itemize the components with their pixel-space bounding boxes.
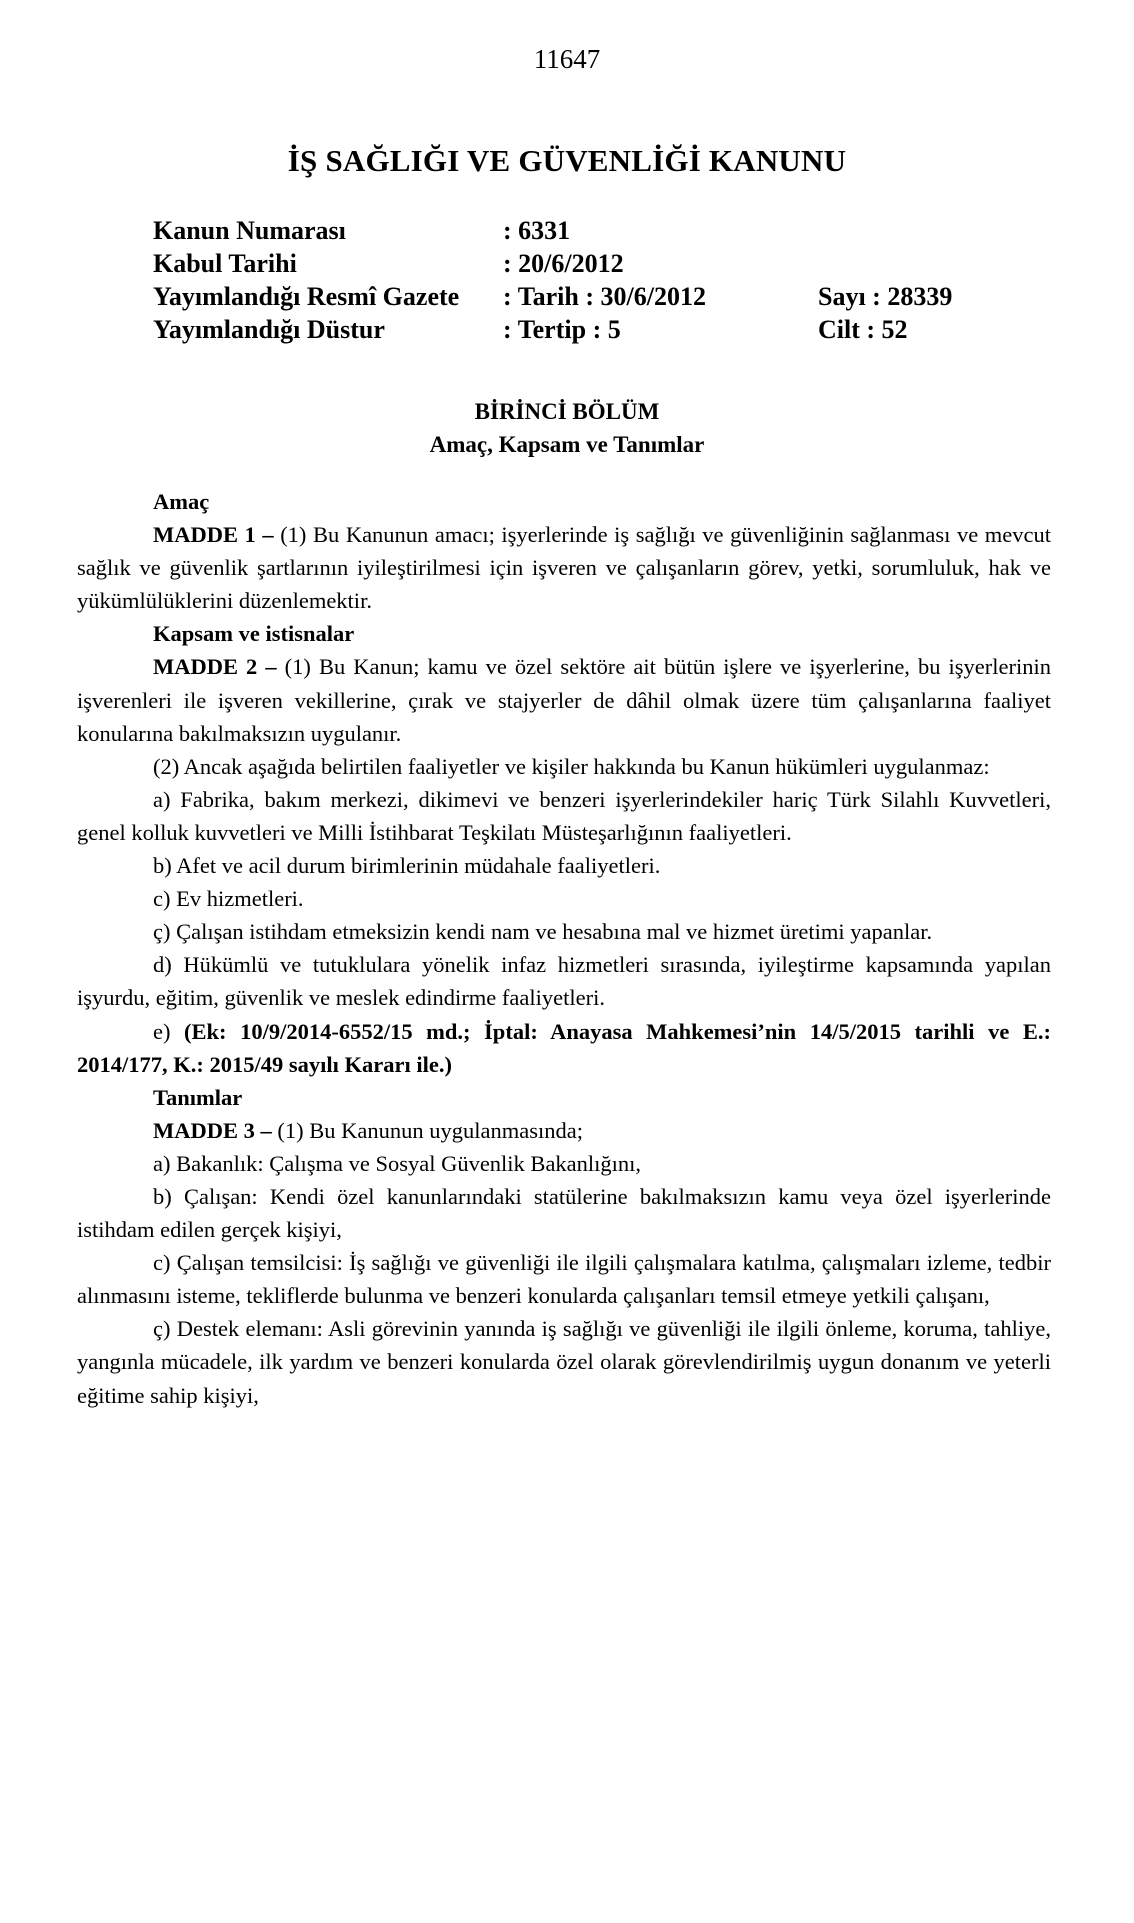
- article-2-paragraph-1: [77, 650, 1051, 749]
- article-text: (1) Bu Kanun; kamu ve özel sektöre ait bütün işlere ve işyerlerine, bu işyerlerinin işverenleri ile işveren vekillerine, çırak ve stajyerler de dâhil olmak üzere tüm çalışanlarına faaliyet konularına bakılmaksızın uygulanır.: [77, 654, 1051, 746]
- article-2-item-b: b) Afet ve acil durum birimlerinin müdahale faaliyetleri.: [153, 853, 661, 879]
- section-subtitle: Amaç, Kapsam ve Tanımlar: [429, 432, 705, 457]
- article-2-item-e: [77, 1015, 1051, 1081]
- meta-extra: Sayı : 28339: [818, 282, 953, 311]
- meta-value: : Tertip : 5: [503, 315, 621, 344]
- article-2-item-cc: ç) Çalışan istihdam etmeksizin kendi nam ve hesabına mal ve hizmet üretimi yapanlar.: [153, 919, 933, 945]
- meta-label: Kanun Numarası: [153, 216, 346, 245]
- article-3-item-b: b) Çalışan: Kendi özel kanunlarındaki statülerine bakılmaksızın kamu veya özel işyerlerinde istihdam edilen gerçek kişiyi,: [77, 1183, 1051, 1243]
- article-3-paragraph: [77, 1114, 1051, 1147]
- article-label: MADDE 1 –: [153, 522, 274, 548]
- article-heading-amac: Amaç: [153, 489, 210, 514]
- article-3-item-cc: ç) Destek elemanı: Asli görevinin yanında iş sağlığı ve güvenliği ile ilgili önleme, koruma, tahliye, yangınla mücadele, ilk yardım ve benzeri konularda özel olarak görevlendirilmiş uygun donanım ve yeterli eğitime sahip kişiyi,: [77, 1316, 1051, 1408]
- article-3-item-c: c) Çalışan temsilcisi: İş sağlığı ve güvenliği ile ilgili çalışmalara katılma, çalışmaları izleme, tedbir alınmasını isteme, tekliflerde bulunma ve benzeri konularda çalışanları temsil etmeye yetkili çalışanı,: [77, 1250, 1051, 1309]
- article-heading-tanimlar: Tanımlar: [153, 1084, 243, 1110]
- meta-extra: Cilt : 52: [818, 315, 908, 344]
- section-heading: [0, 395, 1134, 461]
- meta-value: : Tarih : 30/6/2012: [503, 282, 706, 311]
- article-2-item-c: c) Ev hizmetleri.: [153, 886, 304, 912]
- page-number: 11647: [533, 44, 601, 74]
- article-1-paragraph: [77, 518, 1051, 617]
- item-prefix: e): [153, 1018, 185, 1044]
- article-label: MADDE 2 –: [153, 654, 277, 680]
- article-text: (1) Bu Kanunun uygulanmasında;: [271, 1117, 583, 1143]
- amendment-note: (Ek: 10/9/2014-6552/15 md.; İptal: Anayasa Mahkemesi’nin 14/5/2015 tarihli ve E.: 2014/177, K.: 2015/49 sayılı Kararı ile.): [77, 1018, 1051, 1077]
- article-2-item-d: d) Hükümlü ve tutuklulara yönelik infaz hizmetleri sırasında, iyileştirme kapsamında yapılan işyurdu, eğitim, güvenlik ve meslek edindirme faaliyetleri.: [77, 952, 1051, 1011]
- article-heading-kapsam: Kapsam ve istisnalar: [153, 621, 355, 647]
- article-text: (1) Bu Kanunun amacı; işyerlerinde iş sağlığı ve güvenliğinin sağlanması ve mevcut sağlık ve güvenlik şartlarının iyileştirilmesi için işveren ve çalışanların görev, yetki, sorumluluk, hak ve yükümlülüklerini düzenlemektir.: [77, 522, 1051, 614]
- meta-value: : 6331: [503, 216, 571, 245]
- law-title: İŞ SAĞLIĞI VE GÜVENLİĞİ KANUNU: [287, 143, 847, 178]
- section-part: BİRİNCİ BÖLÜM: [474, 399, 660, 424]
- article-2-item-a: a) Fabrika, bakım merkezi, dikimevi ve benzeri işyerlerindekiler hariç Türk Silahlı Kuvvetleri, genel kolluk kuvvetleri ve Milli İstihbarat Teşkilatı Müsteşarlığının faaliyetleri.: [77, 786, 1051, 845]
- article-3-item-a: a) Bakanlık: Çalışma ve Sosyal Güvenlik Bakanlığını,: [153, 1150, 642, 1176]
- article-2-paragraph-2: (2) Ancak aşağıda belirtilen faaliyetler ve kişiler hakkında bu Kanun hükümleri uygulanmaz:: [153, 753, 990, 779]
- article-label: MADDE 3 –: [153, 1117, 272, 1143]
- meta-label: Yayımlandığı Düstur: [153, 315, 385, 344]
- meta-label: Yayımlandığı Resmî Gazete: [153, 282, 460, 311]
- document-body: [77, 485, 1051, 1412]
- meta-label: Kabul Tarihi: [153, 249, 297, 278]
- meta-value: : 20/6/2012: [503, 249, 624, 278]
